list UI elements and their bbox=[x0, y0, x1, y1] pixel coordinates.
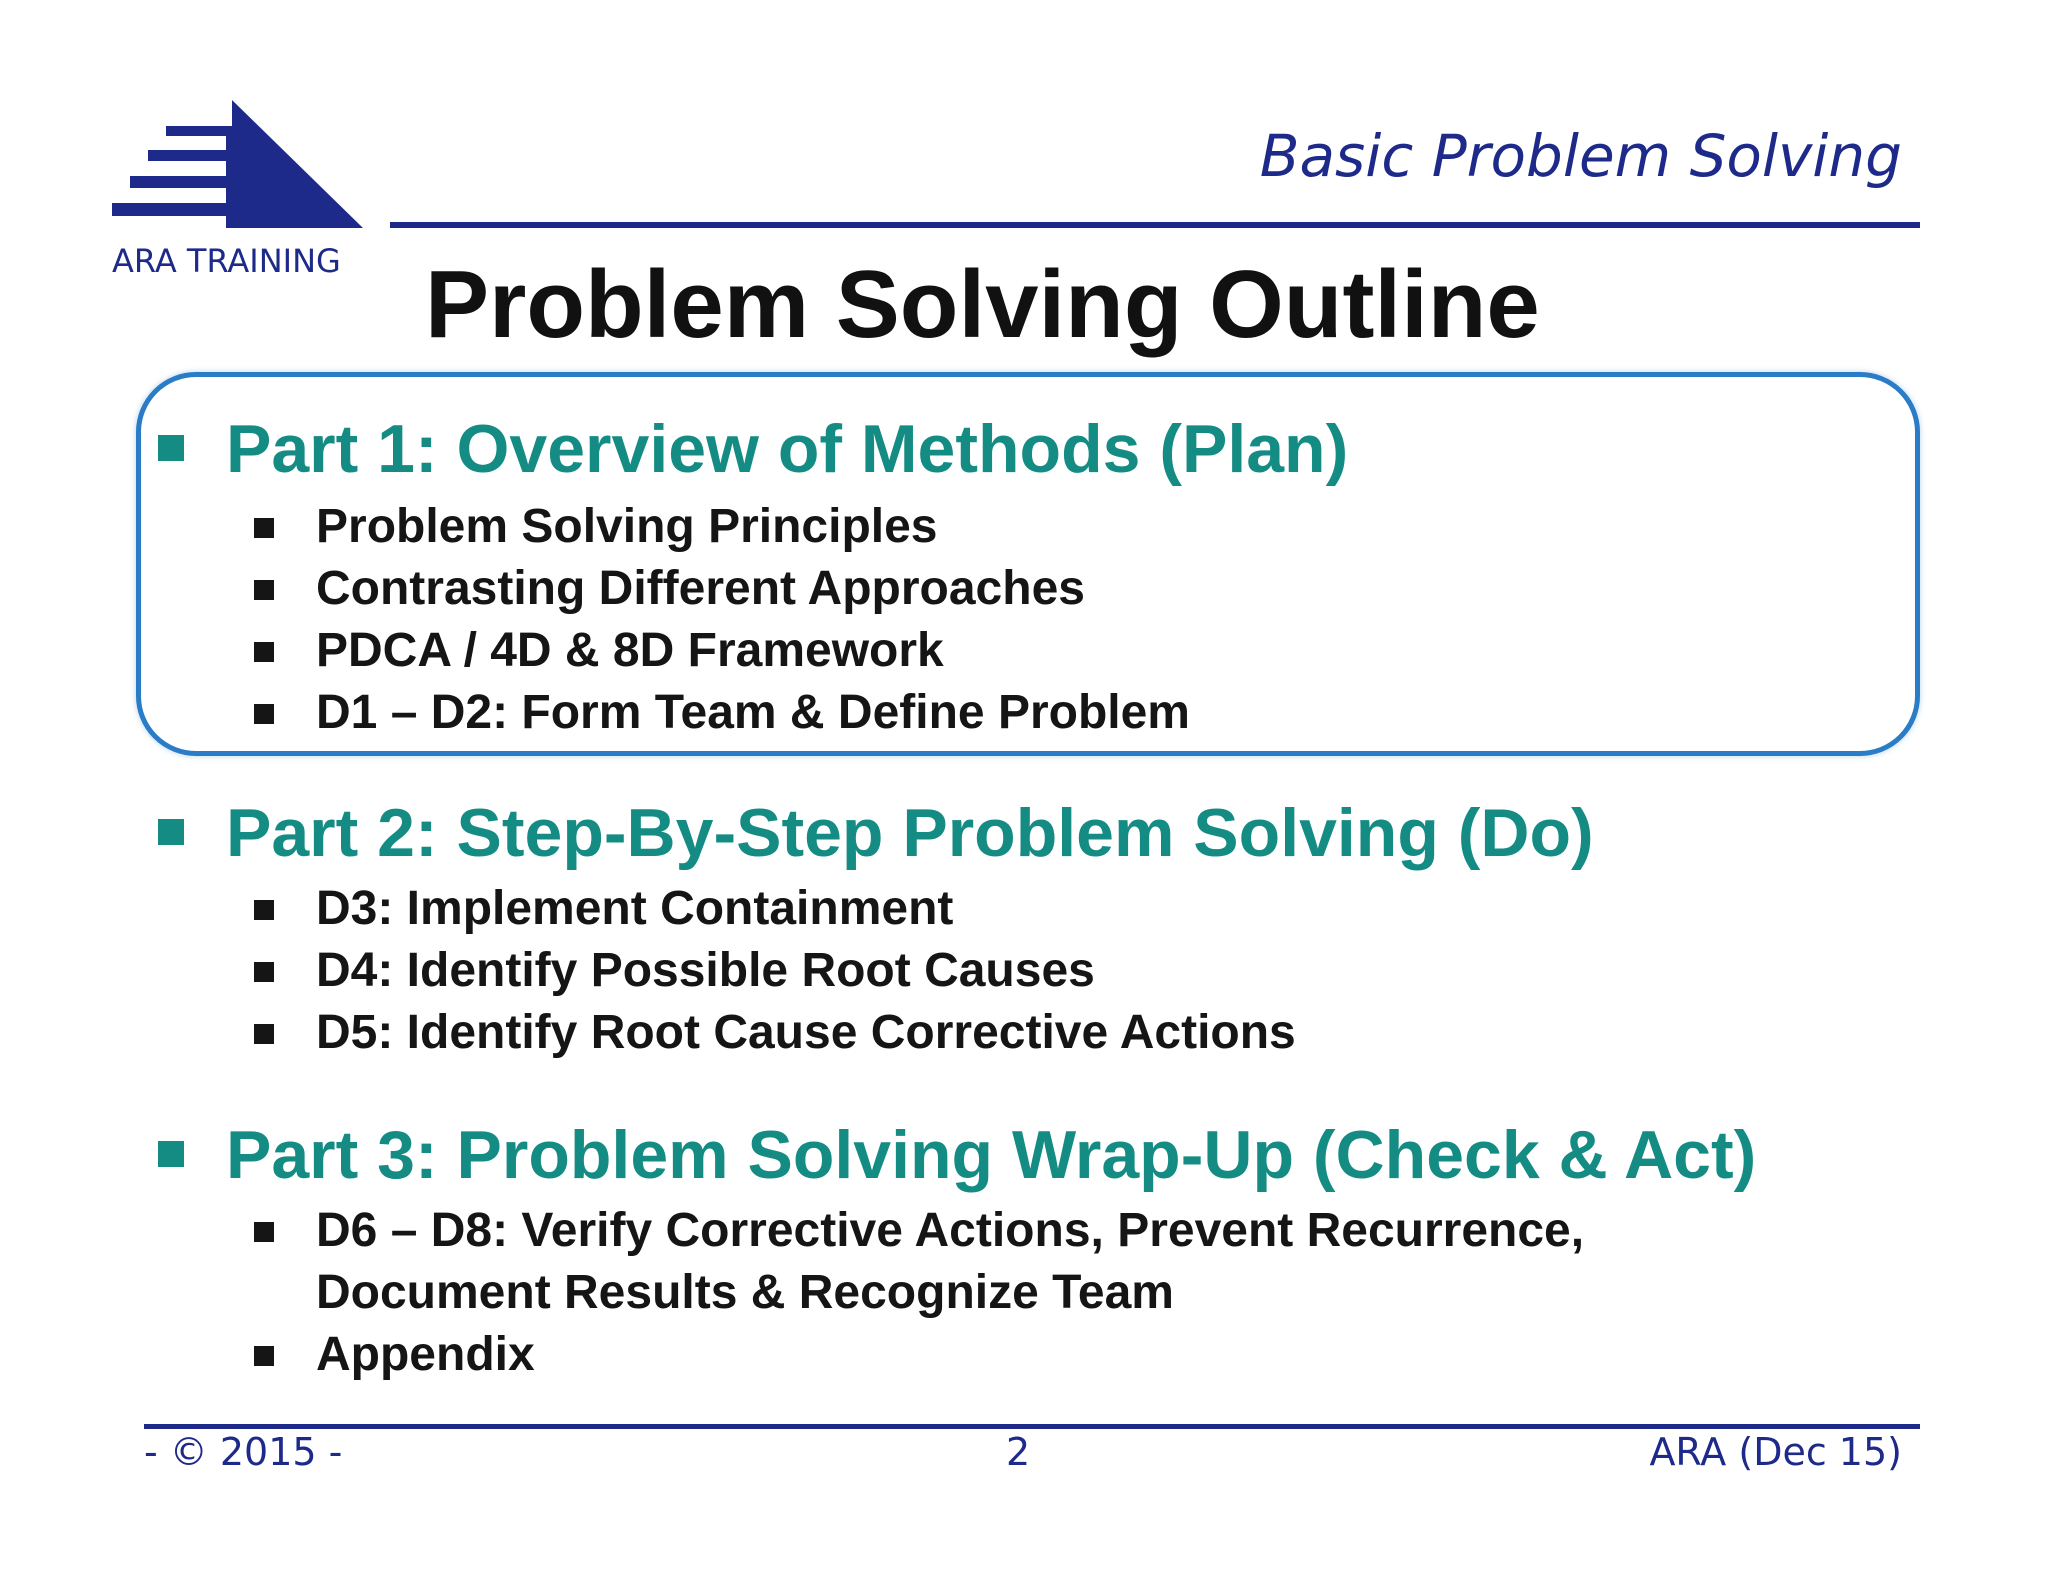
bullet-icon bbox=[254, 900, 274, 920]
bullet-icon bbox=[254, 1024, 274, 1044]
page-title: Problem Solving Outline bbox=[425, 251, 1540, 358]
list-item-text: Contrasting Different Approaches bbox=[316, 562, 1085, 615]
list-item bbox=[250, 878, 953, 940]
list-item-text: D6 – D8: Verify Corrective Actions, Prevent Recurrence, bbox=[316, 1204, 1585, 1257]
section-heading-part2 bbox=[158, 794, 1594, 872]
bullet-icon bbox=[254, 1346, 274, 1366]
header-title: Basic Problem Solving bbox=[1259, 122, 1902, 190]
bullet-icon bbox=[254, 642, 274, 662]
section-heading-text: Part 1: Overview of Methods (Plan) bbox=[226, 411, 1349, 487]
teal-bullet-icon bbox=[158, 819, 184, 845]
bullet-icon bbox=[254, 1222, 274, 1242]
section-heading-part3 bbox=[158, 1116, 1756, 1194]
teal-bullet-icon bbox=[158, 435, 184, 461]
bullet-icon bbox=[254, 518, 274, 538]
footer-copyright: - © 2015 - bbox=[144, 1430, 343, 1474]
list-item-continuation bbox=[250, 1262, 1174, 1324]
list-item bbox=[250, 682, 1190, 744]
section-heading-text: Part 3: Problem Solving Wrap-Up (Check & Act) bbox=[226, 1117, 1757, 1193]
list-item bbox=[250, 1324, 535, 1386]
footer-page-number: 2 bbox=[1006, 1430, 1031, 1474]
list-item-text: Appendix bbox=[316, 1328, 535, 1381]
header-rule bbox=[390, 222, 1920, 228]
logo-text: ARA TRAINING bbox=[112, 242, 341, 280]
list-item-text: PDCA / 4D & 8D Framework bbox=[316, 624, 944, 677]
list-item-text: D5: Identify Root Cause Corrective Actions bbox=[316, 1006, 1296, 1059]
list-item-text: D4: Identify Possible Root Causes bbox=[316, 944, 1095, 997]
list-item bbox=[250, 1002, 1296, 1064]
list-item bbox=[250, 940, 1095, 1002]
list-item-text: D3: Implement Containment bbox=[316, 882, 954, 935]
bullet-icon bbox=[254, 962, 274, 982]
list-item bbox=[250, 620, 944, 682]
list-item bbox=[250, 558, 1085, 620]
footer-date: ARA (Dec 15) bbox=[1649, 1430, 1902, 1474]
bullet-icon bbox=[254, 580, 274, 600]
list-item-text: D1 – D2: Form Team & Define Problem bbox=[316, 686, 1190, 739]
list-item bbox=[250, 1200, 1584, 1262]
bullet-icon bbox=[254, 704, 274, 724]
list-item-text: Problem Solving Principles bbox=[316, 500, 938, 553]
list-item-text: Document Results & Recognize Team bbox=[316, 1266, 1174, 1319]
teal-bullet-icon bbox=[158, 1141, 184, 1167]
section-heading-text: Part 2: Step-By-Step Problem Solving (Do) bbox=[226, 795, 1594, 871]
footer-rule bbox=[144, 1424, 1920, 1429]
list-item bbox=[250, 496, 938, 558]
section-heading-part1 bbox=[158, 410, 1348, 488]
